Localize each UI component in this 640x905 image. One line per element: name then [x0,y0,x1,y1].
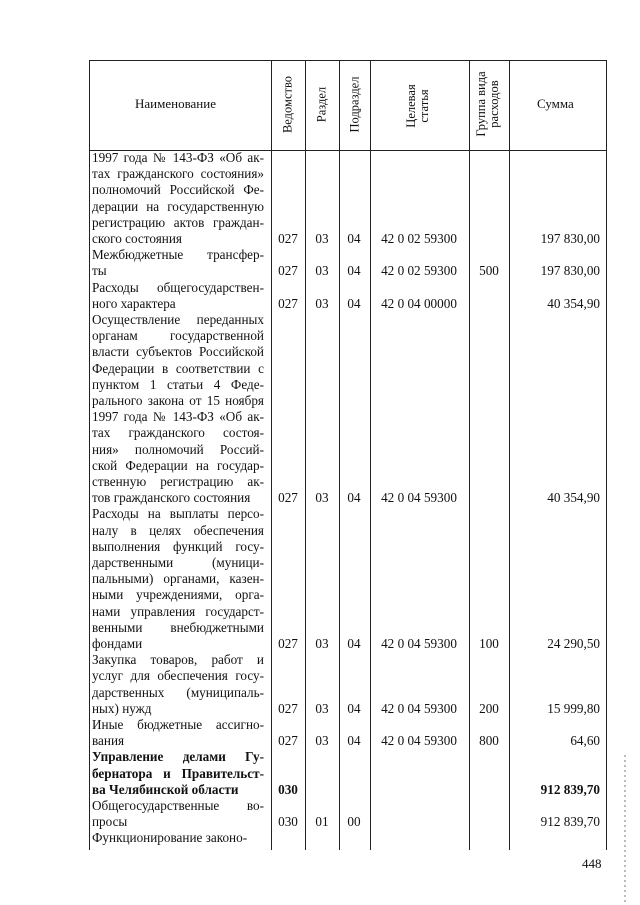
row-section: 03 [315,490,329,506]
row-section: 01 [315,814,329,830]
row-name-line: налу в целях обеспечения [92,522,264,538]
row-name-line: пунктом 1 статьи 4 Феде- [92,376,264,392]
row-name [92,717,264,749]
row-name [92,798,264,830]
row-amount: 15 999,80 [547,700,600,716]
page-number: 448 [582,856,602,871]
row-target: 42 0 02 59300 [381,231,457,246]
row-name-line: дарственных (муниципаль- [92,684,264,700]
row-name [92,652,264,717]
row-name-line: Управление делами Гу- [92,749,264,765]
col-divider-subsection [370,60,371,850]
row-name-line: Расходы общегосударствен- [92,279,264,295]
row-name-line: Межбюджетные трансфер- [92,247,264,263]
row-name-line: Осуществление переданных [92,312,264,327]
row-name [92,247,264,279]
row-amount: 197 830,00 [540,231,600,246]
row-dept: 027 [278,490,298,506]
row-name-line: ского состояния [92,231,182,247]
row-section: 03 [315,231,329,246]
col-divider-dept [305,60,306,850]
table-top-border [89,60,607,61]
row-name-line: венными внебюджетными [92,619,264,635]
row-name-line: Иные бюджетные ассигно- [92,717,264,732]
table-right-border [606,60,607,850]
row-name [92,312,264,506]
row-name-line: фондами [92,636,143,652]
row-name-line: ного характера [92,295,176,311]
row-name-line: Расходы на выплаты персо- [92,506,264,522]
row-name-line: 1997 года № 143-ФЗ «Об ак- [92,150,264,165]
header-group [475,62,503,146]
row-dept: 027 [278,295,298,311]
row-subsection: 04 [347,636,361,651]
row-dept: 027 [278,700,298,716]
row-name-line: ными учреждениями, орга- [92,587,264,603]
scan-edge-mark [624,755,626,905]
col-divider-section [339,60,340,850]
row-amount: 40 354,90 [547,490,600,506]
row-name [92,830,264,846]
row-amount: 197 830,00 [540,263,600,279]
row-name-line: дерации на государственную [92,198,264,214]
row-amount: 24 290,50 [547,636,600,651]
row-subsection: 04 [347,263,361,279]
row-group: 100 [479,636,499,651]
row-dept: 027 [278,733,298,749]
row-name [92,150,264,247]
row-section: 03 [315,295,329,311]
row-name-line: Федерации в соответствии с [92,360,264,376]
header-section: Раздел [314,86,329,123]
row-amount: 64,60 [570,733,600,749]
row-name-line: регистрацию актов граждан- [92,214,264,230]
row-target: 42 0 04 59300 [381,490,457,506]
header-target-line2: статья [417,89,431,123]
row-subsection: 04 [347,231,361,246]
col-divider-target [469,60,470,850]
row-name [92,506,264,652]
row-name-line: органам государственной [92,328,264,344]
header-name: Наименование [135,96,216,111]
row-name-line: тов гражданского состояния [92,490,251,506]
row-name-line: выполнения функций госу- [92,538,264,554]
row-dept: 027 [278,636,298,651]
row-name-line: услуг для обеспечения госу- [92,668,264,684]
row-section: 03 [315,636,329,651]
row-amount: 912 839,70 [540,814,600,830]
row-section: 03 [315,733,329,749]
row-section: 03 [315,263,329,279]
row-subsection: 04 [347,295,361,311]
row-group: 200 [479,700,499,716]
row-name-line: тах гражданского состояния» [92,166,264,182]
row-name-line: ва Челябинской области [92,781,239,797]
row-name [92,749,264,798]
row-name-line: рального закона от 15 ноября [92,393,264,409]
row-dept: 027 [278,231,298,246]
row-section: 03 [315,700,329,716]
header-subsection: Подраздел [347,76,362,133]
row-name-line: пальными) органами, казен- [92,571,264,587]
row-name-line: ных) нужд [92,700,152,716]
row-subsection: 00 [347,814,361,830]
header-group-line2: расходов [487,80,501,128]
row-name-line: просы [92,814,128,830]
row-target: 42 0 04 59300 [381,700,457,716]
row-target: 42 0 04 00000 [381,295,457,311]
row-name-line: Функционирование законо- [92,830,248,846]
row-name-line: Закупка товаров, работ и [92,652,264,668]
row-name-line: ственную регистрацию ак- [92,474,264,490]
row-name-line: полномочий Российской Фе- [92,182,264,198]
col-divider-group [509,60,510,850]
row-name-line: власти субъектов Российской [92,344,264,360]
row-name-line: тах гражданского состоя- [92,425,264,441]
row-name-line: ской Федерации на государ- [92,457,264,473]
row-amount: 40 354,90 [547,295,600,311]
row-name-line: бернатора и Правительст- [92,765,264,781]
row-name-line: дарственными (муници- [92,555,264,570]
header-target [405,76,433,136]
row-subsection: 04 [347,700,361,716]
row-name-line: ния» полномочий Россий- [92,441,264,457]
row-name-line: ты [92,263,107,279]
row-target: 42 0 02 59300 [381,263,457,279]
row-name [92,280,264,312]
header-amount: Сумма [537,96,574,111]
row-subsection: 04 [347,733,361,749]
row-group: 500 [479,263,499,279]
row-name-line: нами управления государст- [92,603,264,619]
header-target-line1: Целевая [404,84,418,128]
row-group: 800 [479,733,499,749]
row-dept: 030 [278,781,298,797]
col-divider-name [271,60,272,850]
row-name-line: Общегосударственные во- [92,798,264,813]
row-dept: 027 [278,263,298,279]
table-left-border [89,60,90,850]
row-amount: 912 839,70 [540,781,600,797]
row-name-line: вания [92,733,125,749]
header-group-line1: Группа вида [474,71,488,137]
row-target: 42 0 04 59300 [381,636,457,651]
row-target: 42 0 04 59300 [381,733,457,749]
row-dept: 030 [278,814,298,830]
row-subsection: 04 [347,490,361,506]
header-dept: Ведомство [280,75,295,134]
row-name-line: 1997 года № 143-ФЗ «Об ак- [92,409,264,425]
